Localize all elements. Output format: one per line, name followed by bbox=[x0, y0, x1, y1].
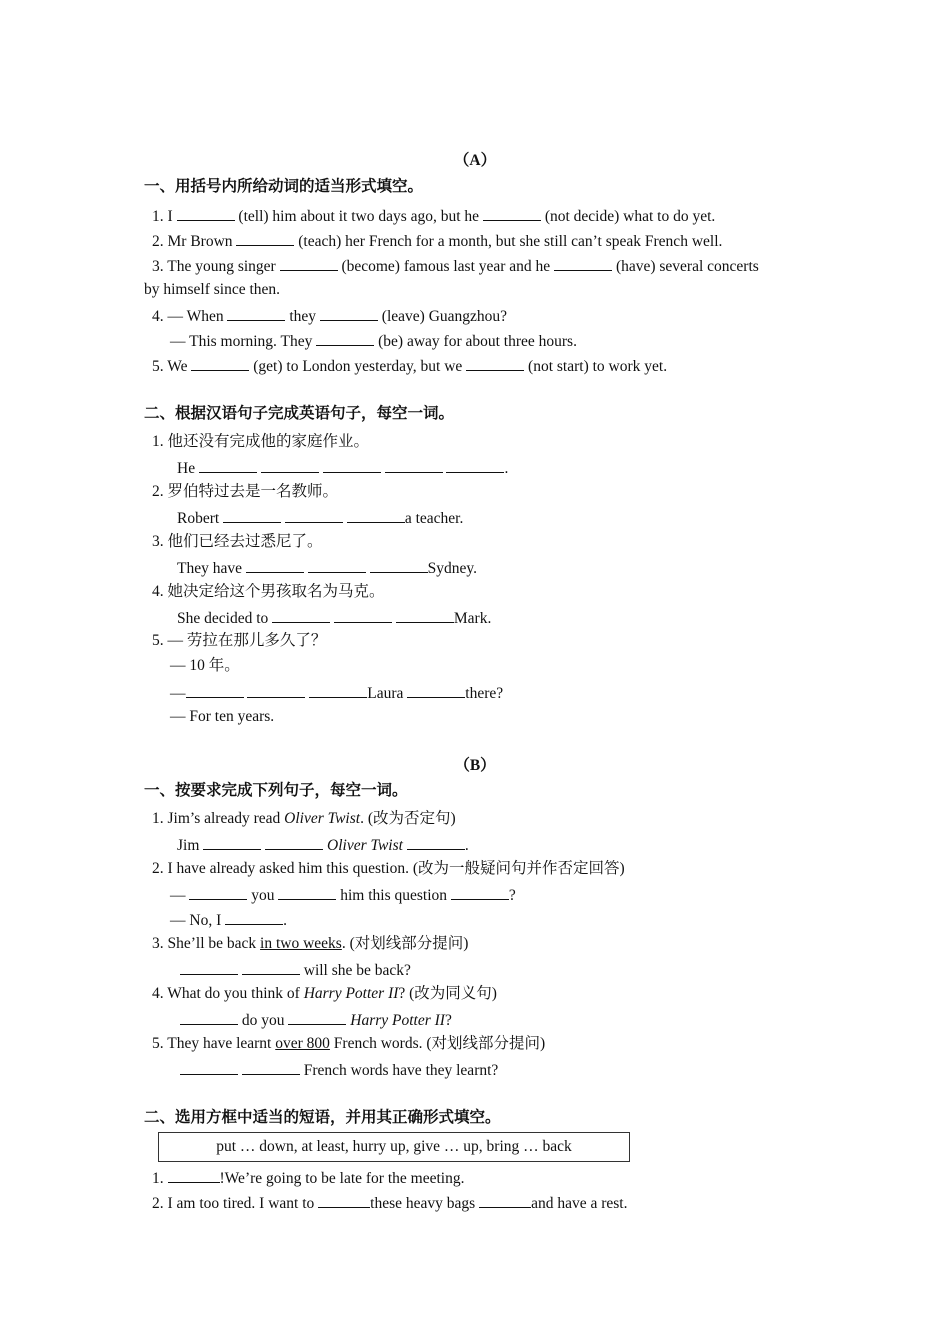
blank[interactable] bbox=[191, 355, 249, 371]
blank[interactable] bbox=[168, 1167, 220, 1183]
phrase-box: put … down, at least, hurry up, give … up, bring … back bbox=[158, 1132, 630, 1162]
blank[interactable] bbox=[385, 457, 443, 473]
a1-question-3-continued: by himself since then. bbox=[144, 281, 281, 298]
blank[interactable] bbox=[278, 884, 336, 900]
b2-question-1: 1. !We’re going to be late for the meeting. bbox=[152, 1167, 464, 1189]
a2-question-1-english: He . bbox=[177, 457, 508, 479]
b1-question-3-rewrite: will she be back? bbox=[180, 959, 411, 981]
blank[interactable] bbox=[446, 457, 504, 473]
b2-question-2: 2. I am too tired. I want to these heavy bags and have a rest. bbox=[152, 1192, 627, 1214]
part-a-section2-heading: 二、根据汉语句子完成英语句子，每空一词。 bbox=[144, 405, 455, 422]
blank[interactable] bbox=[189, 884, 247, 900]
blank[interactable] bbox=[323, 457, 381, 473]
blank[interactable] bbox=[186, 682, 244, 698]
b1-question-1-rewrite: Jim Oliver Twist . bbox=[177, 834, 469, 856]
a2-question-4-english: She decided to Mark. bbox=[177, 607, 491, 629]
b1-question-2-answer: — No, I . bbox=[170, 909, 287, 931]
blank[interactable] bbox=[180, 1009, 238, 1025]
blank[interactable] bbox=[203, 834, 261, 850]
a2-question-4-chinese: 4. 她决定给这个男孩取名为马克。 bbox=[152, 583, 385, 600]
blank[interactable] bbox=[180, 959, 238, 975]
b1-question-2: 2. I have already asked him this question. (改为一般疑问句并作否定回答) bbox=[152, 860, 625, 877]
a2-question-5-chinese-answer: — 10 年。 bbox=[170, 657, 240, 674]
blank[interactable] bbox=[227, 305, 285, 321]
blank[interactable] bbox=[280, 255, 338, 271]
a1-question-3: 3. The young singer (become) famous last year and he (have) several concerts bbox=[152, 255, 759, 277]
b1-question-2-rewrite: — you him this question ? bbox=[170, 884, 516, 906]
blank[interactable] bbox=[320, 305, 378, 321]
part-a-title: （A） bbox=[453, 152, 497, 169]
a2-question-1-chinese: 1. 他还没有完成他的家庭作业。 bbox=[152, 433, 370, 450]
blank[interactable] bbox=[272, 607, 330, 623]
a1-question-1: 1. I (tell) him about it two days ago, but he (not decide) what to do yet. bbox=[152, 205, 715, 227]
blank[interactable] bbox=[407, 834, 465, 850]
blank[interactable] bbox=[265, 834, 323, 850]
blank[interactable] bbox=[309, 682, 367, 698]
blank[interactable] bbox=[407, 682, 465, 698]
blank[interactable] bbox=[334, 607, 392, 623]
blank[interactable] bbox=[347, 507, 405, 523]
blank[interactable] bbox=[479, 1192, 531, 1208]
blank[interactable] bbox=[246, 557, 304, 573]
blank[interactable] bbox=[177, 205, 235, 221]
b1-question-5: 5. They have learnt over 800 French words. (对划线部分提问) bbox=[152, 1035, 546, 1052]
a2-question-5-english: — Laura there? bbox=[170, 682, 503, 704]
blank[interactable] bbox=[288, 1009, 346, 1025]
a1-question-5: 5. We (get) to London yesterday, but we (not start) to work yet. bbox=[152, 355, 667, 377]
blank[interactable] bbox=[466, 355, 524, 371]
blank[interactable] bbox=[223, 507, 281, 523]
blank[interactable] bbox=[483, 205, 541, 221]
a2-question-3-english: They have Sydney. bbox=[177, 557, 477, 579]
b1-question-3: 3. She’ll be back in two weeks. (对划线部分提问) bbox=[152, 935, 469, 952]
blank[interactable] bbox=[261, 457, 319, 473]
blank[interactable] bbox=[396, 607, 454, 623]
b1-question-5-rewrite: French words have they learnt? bbox=[180, 1059, 498, 1081]
blank[interactable] bbox=[247, 682, 305, 698]
a2-question-2-chinese: 2. 罗伯特过去是一名教师。 bbox=[152, 483, 339, 500]
blank[interactable] bbox=[316, 330, 374, 346]
blank[interactable] bbox=[242, 959, 300, 975]
part-b-section1-heading: 一、按要求完成下列句子，每空一词。 bbox=[144, 782, 408, 799]
blank[interactable] bbox=[308, 557, 366, 573]
blank[interactable] bbox=[451, 884, 509, 900]
a1-question-2: 2. Mr Brown (teach) her French for a month, but she still can’t speak French well. bbox=[152, 230, 722, 252]
part-a-section1-heading: 一、用括号内所给动词的适当形式填空。 bbox=[144, 178, 424, 195]
b1-question-4-rewrite: do you Harry Potter II? bbox=[180, 1009, 452, 1031]
a1-question-4-reply: — This morning. They (be) away for about three hours. bbox=[170, 330, 577, 352]
blank[interactable] bbox=[199, 457, 257, 473]
b1-question-4: 4. What do you think of Harry Potter II? (改为同义句) bbox=[152, 985, 497, 1002]
a2-question-5-answer: — For ten years. bbox=[170, 708, 275, 725]
blank[interactable] bbox=[318, 1192, 370, 1208]
blank[interactable] bbox=[370, 557, 428, 573]
part-b-title: （B） bbox=[454, 757, 496, 774]
a2-question-2-english: Robert a teacher. bbox=[177, 507, 463, 529]
blank[interactable] bbox=[180, 1059, 238, 1075]
blank[interactable] bbox=[554, 255, 612, 271]
blank[interactable] bbox=[236, 230, 294, 246]
a2-question-5-chinese: 5. — 劳拉在那儿多久了？ bbox=[152, 632, 327, 649]
part-b-section2-heading: 二、选用方框中适当的短语，并用其正确形式填空。 bbox=[144, 1109, 501, 1126]
a2-question-3-chinese: 3. 他们已经去过悉尼了。 bbox=[152, 533, 323, 550]
blank[interactable] bbox=[225, 909, 283, 925]
b1-question-1: 1. Jim’s already read Oliver Twist. (改为否定句) bbox=[152, 810, 456, 827]
a1-question-4: 4. — When they (leave) Guangzhou? bbox=[152, 305, 507, 327]
blank[interactable] bbox=[285, 507, 343, 523]
blank[interactable] bbox=[242, 1059, 300, 1075]
